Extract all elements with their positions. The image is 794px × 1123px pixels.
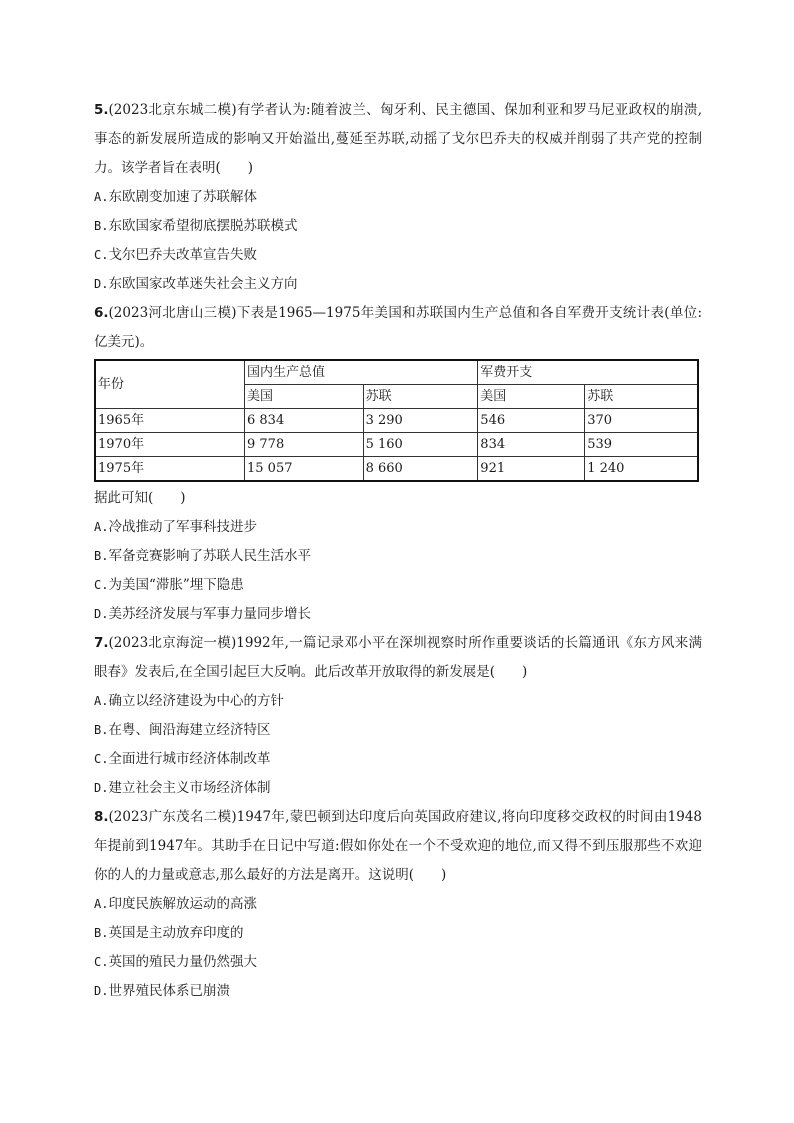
option-text: 美苏经济发展与军事力量同步增长 [108, 606, 311, 622]
option-letter: B. [94, 549, 109, 563]
option-b[interactable] [94, 212, 702, 241]
option-letter: C. [94, 248, 109, 262]
table-header-row [95, 360, 698, 385]
option-text: 英国是主动放弃印度的 [108, 925, 244, 941]
option-letter: C. [94, 578, 109, 592]
question-text: (2023河北唐山三模)下表是1965—1975年美国和苏联国内生产总值和各自军费开支统计表(单位:亿美元)。 [94, 305, 702, 350]
table-cell: 6 834 [245, 409, 364, 433]
question-stem [94, 299, 702, 357]
table-cell: 539 [585, 433, 698, 457]
question-text: (2023北京海淀一模)1992年,一篇记录邓小平在深圳视察时所作重要谈话的长篇通讯《东方风来满眼春》发表后,在全国引起巨大反响。此后改革开放取得的新发展是( ) [94, 635, 702, 680]
option-text: 确立以经济建设为中心的方针 [108, 693, 284, 709]
column-header: 美国 [245, 385, 364, 409]
option-a[interactable] [94, 183, 702, 212]
table-cell: 1 240 [585, 457, 698, 482]
table-cell: 834 [478, 433, 585, 457]
table-cell-year: 1975年 [95, 457, 245, 482]
option-text: 世界殖民体系已崩溃 [108, 983, 230, 999]
option-text: 印度民族解放运动的高涨 [108, 896, 257, 912]
option-d[interactable] [94, 774, 702, 803]
option-d[interactable] [94, 977, 702, 1006]
table-cell: 921 [478, 457, 585, 482]
table-row [95, 457, 698, 482]
option-letter: B. [94, 219, 109, 233]
option-text: 军备竞赛影响了苏联人民生活水平 [108, 548, 311, 564]
option-text: 东欧国家改革迷失社会主义方向 [108, 276, 298, 292]
question-number: 7. [94, 635, 109, 651]
option-d[interactable] [94, 270, 702, 299]
question-5 [94, 96, 702, 299]
option-c[interactable] [94, 745, 702, 774]
option-c[interactable] [94, 571, 702, 600]
question-text: (2023广东茂名二模)1947年,蒙巴顿到达印度后向英国政府建议,将向印度移交政权的时间由1948年提前到1947年。其助手在日记中写道:假如你处在一个不受欢迎的地位,而又得不到压服那些不欢迎你的人的力量或意志,那么最好的方法是离开。这说明( ) [94, 809, 702, 883]
option-c[interactable] [94, 948, 702, 977]
table-cell: 15 057 [245, 457, 364, 482]
option-letter: C. [94, 752, 109, 766]
option-b[interactable] [94, 716, 702, 745]
question-stem [94, 629, 702, 687]
table-row [95, 409, 698, 433]
table-cell: 5 160 [363, 433, 478, 457]
column-header: 苏联 [363, 385, 478, 409]
question-7 [94, 629, 702, 803]
table-cell: 3 290 [363, 409, 478, 433]
option-c[interactable] [94, 241, 702, 270]
option-text: 东欧国家希望彻底摆脱苏联模式 [108, 218, 298, 234]
option-text: 英国的殖民力量仍然强大 [108, 954, 257, 970]
statistics-table [94, 359, 699, 482]
option-letter: B. [94, 926, 109, 940]
option-letter: B. [94, 723, 109, 737]
option-text: 戈尔巴乔夫改革宣告失败 [108, 247, 257, 263]
question-prompt: 据此可知( ) [94, 490, 186, 506]
question-8 [94, 803, 702, 1006]
table-cell: 8 660 [363, 457, 478, 482]
question-number: 8. [94, 809, 109, 825]
table-cell-year: 1965年 [95, 409, 245, 433]
question-stem [94, 96, 702, 183]
year-header: 年份 [95, 360, 245, 409]
option-letter: A. [94, 897, 109, 911]
question-number: 5. [94, 102, 109, 118]
option-letter: C. [94, 955, 109, 969]
question-text: (2023北京东城二模)有学者认为:随着波兰、匈牙利、民主德国、保加利亚和罗马尼亚政权的崩溃,事态的新发展所造成的影响又开始溢出,蔓延至苏联,动摇了戈尔巴乔夫的权威并削弱了共产党的控制力。该学者旨在表明( ) [94, 102, 702, 176]
option-letter: D. [94, 607, 109, 621]
table-cell: 370 [585, 409, 698, 433]
question-number: 6. [94, 305, 109, 321]
option-letter: D. [94, 984, 109, 998]
military-group-header: 军费开支 [478, 360, 698, 385]
table-cell-year: 1970年 [95, 433, 245, 457]
option-b[interactable] [94, 919, 702, 948]
question-6 [94, 299, 702, 629]
option-letter: A. [94, 520, 109, 534]
table-row [95, 433, 698, 457]
option-text: 冷战推动了军事科技进步 [108, 519, 257, 535]
option-a[interactable] [94, 687, 702, 716]
column-header: 苏联 [585, 385, 698, 409]
option-text: 在粤、闽沿海建立经济特区 [108, 722, 271, 738]
gdp-group-header: 国内生产总值 [245, 360, 478, 385]
column-header: 美国 [478, 385, 585, 409]
option-letter: A. [94, 190, 109, 204]
option-d[interactable] [94, 600, 702, 629]
option-text: 全面进行城市经济体制改革 [108, 751, 271, 767]
option-text: 东欧剧变加速了苏联解体 [108, 189, 257, 205]
option-a[interactable] [94, 890, 702, 919]
option-text: 建立社会主义市场经济体制 [108, 780, 271, 796]
option-letter: A. [94, 694, 109, 708]
table-cell: 546 [478, 409, 585, 433]
question-stem [94, 803, 702, 890]
exam-page [94, 96, 702, 1006]
option-letter: D. [94, 277, 109, 291]
option-text: 为美国“滞胀”埋下隐患 [108, 577, 244, 593]
option-letter: D. [94, 781, 109, 795]
option-a[interactable] [94, 513, 702, 542]
table-cell: 9 778 [245, 433, 364, 457]
option-b[interactable] [94, 542, 702, 571]
